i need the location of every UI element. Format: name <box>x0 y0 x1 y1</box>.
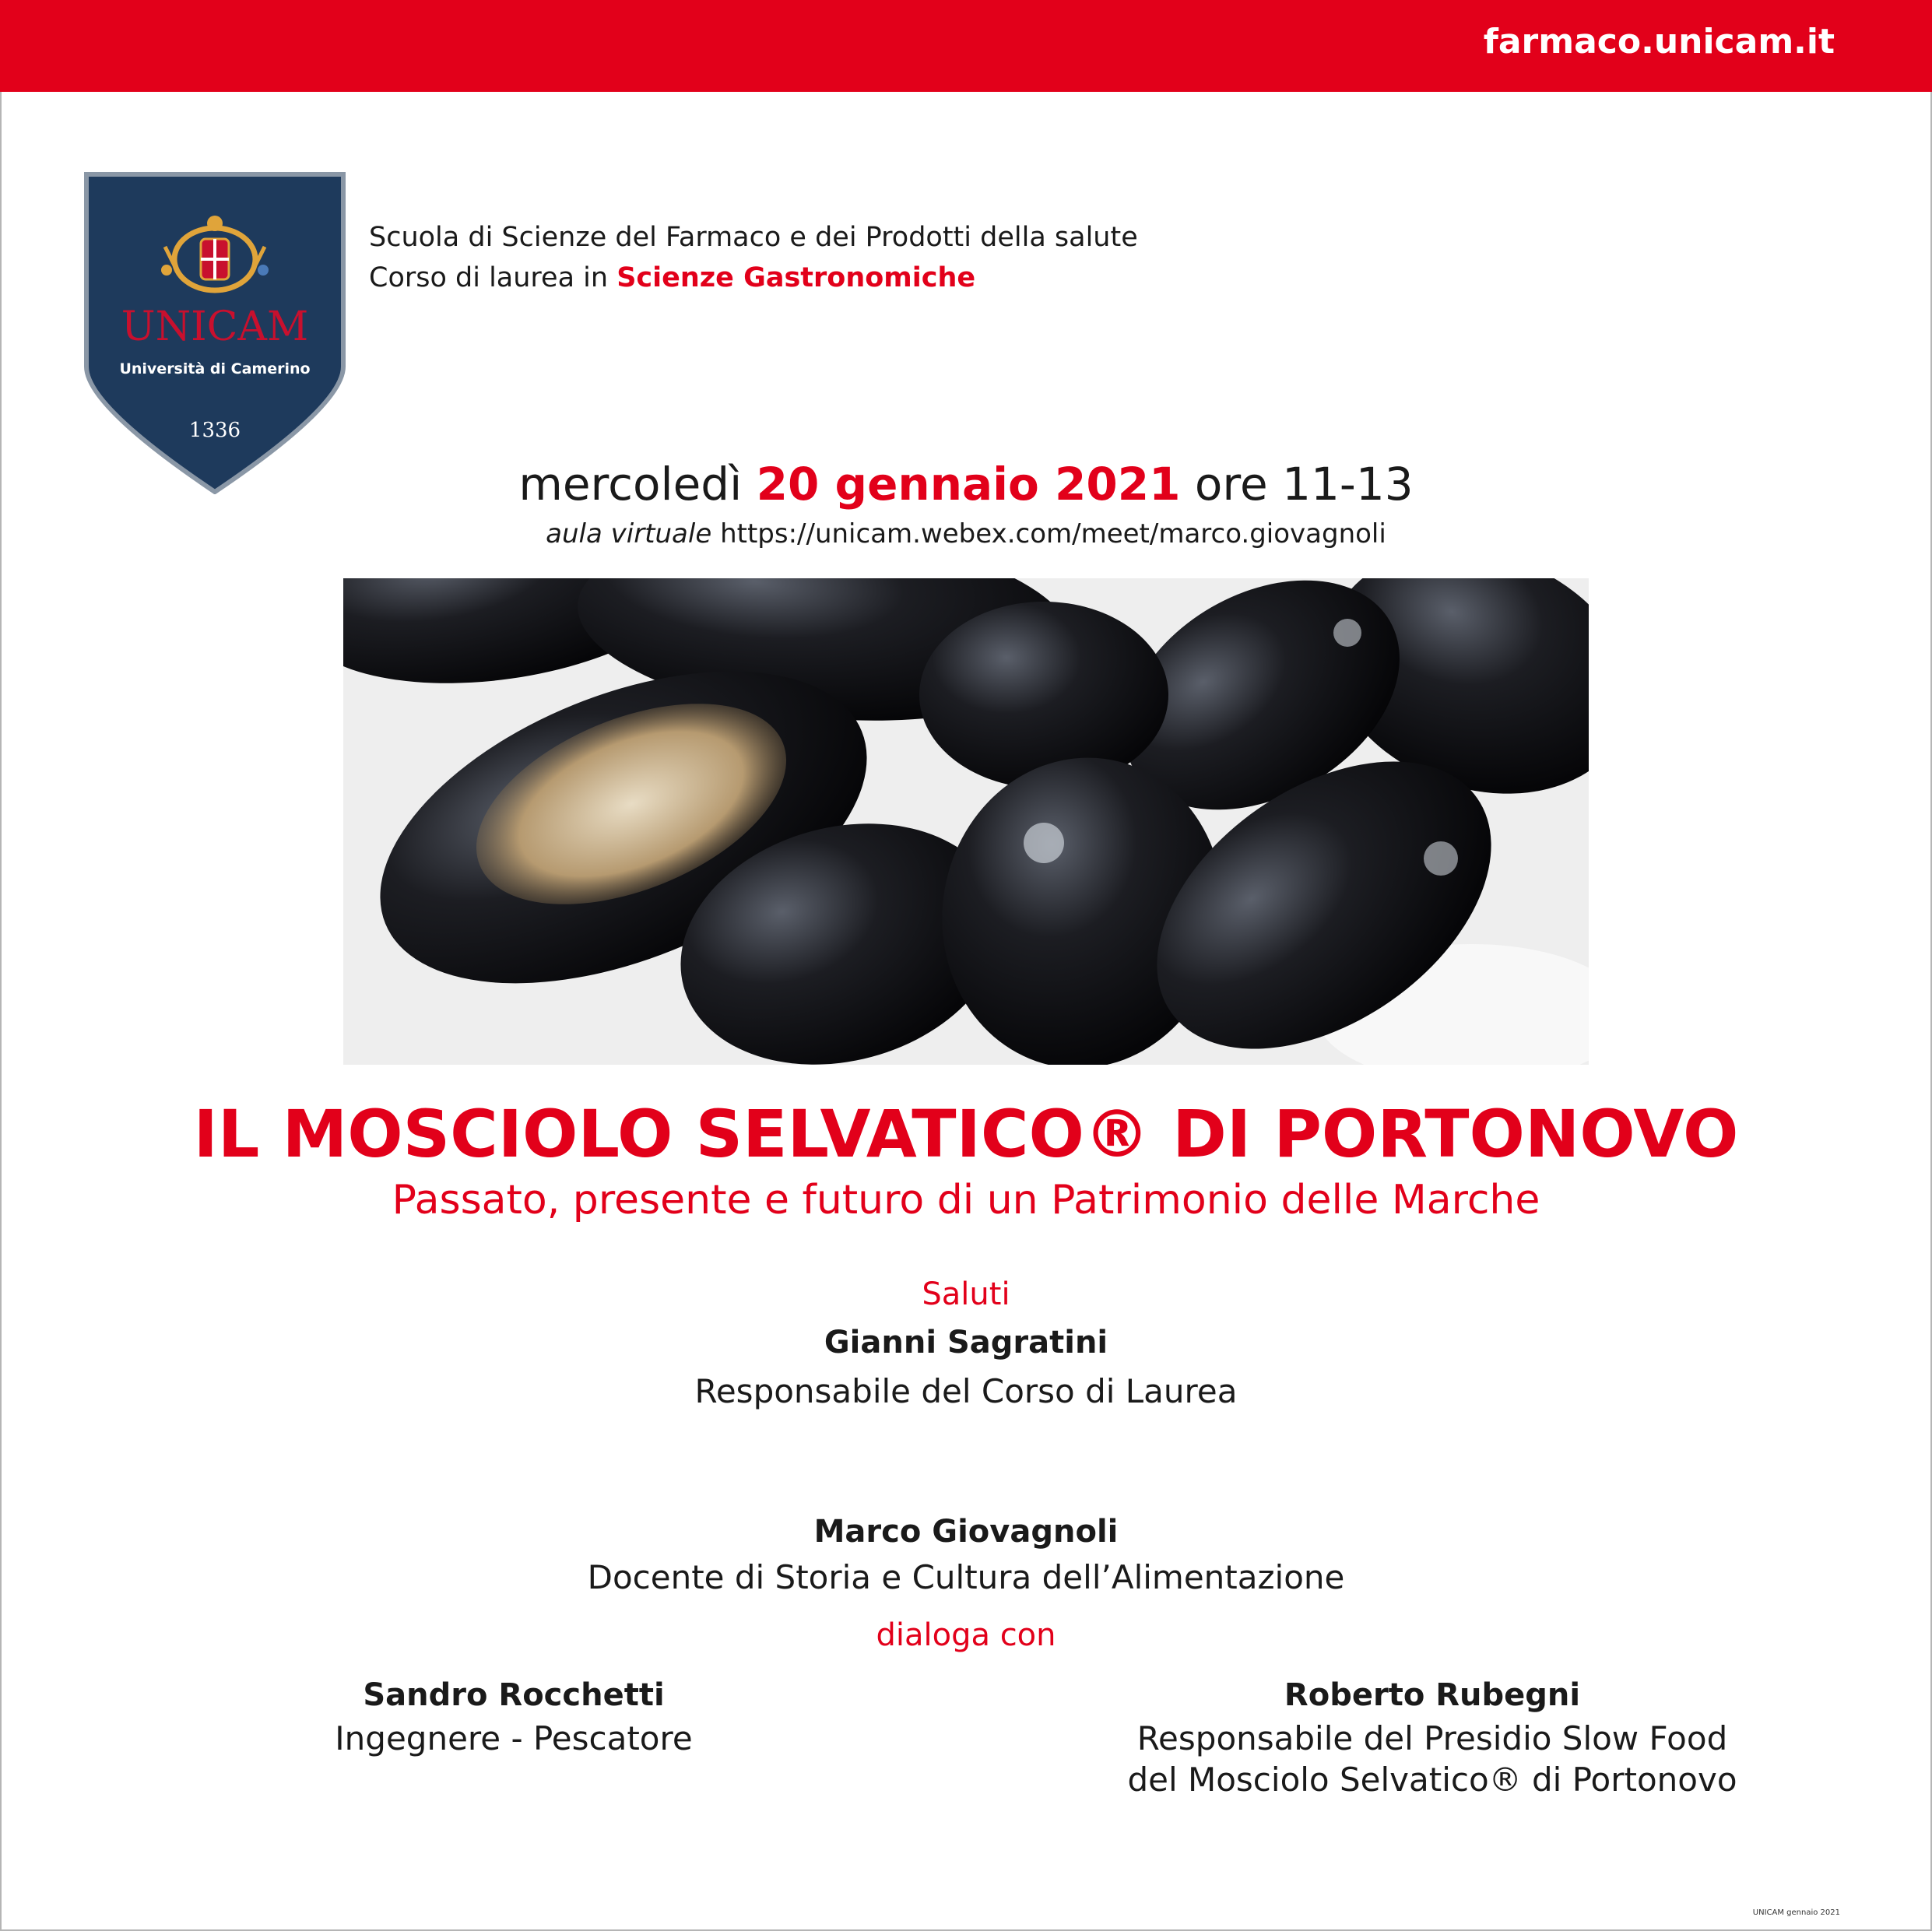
event-date: 20 gennaio 2021 <box>756 458 1181 511</box>
website-link[interactable]: farmaco.unicam.it <box>1483 22 1835 61</box>
logo-university: Università di Camerino <box>119 360 311 377</box>
guest-2-name: Roberto Rubegni <box>1284 1677 1581 1713</box>
dialogue-connector: dialoga con <box>876 1617 1056 1653</box>
host-role: Docente di Storia e Cultura dell’Alimentazione <box>587 1558 1345 1596</box>
guest-2-role-line2: del Mosciolo Selvatico® di Portonovo <box>1127 1761 1737 1799</box>
guest-2-role-line1: Responsabile del Presidio Slow Food <box>1136 1719 1728 1757</box>
school-info <box>369 217 1138 298</box>
event-title: IL MOSCIOLO SELVATICO® DI PORTONOVO <box>193 1096 1739 1172</box>
guest-1-name: Sandro Rocchetti <box>363 1677 665 1713</box>
event-time: ore 11-13 <box>1194 458 1414 511</box>
logo-year: 1336 <box>188 419 241 442</box>
greetings-speaker-name: Gianni Sagratini <box>824 1325 1108 1360</box>
greetings-speaker-role: Responsabile del Corso di Laurea <box>694 1372 1238 1410</box>
unicam-logo <box>84 172 346 494</box>
course-name: Scienze Gastronomiche <box>616 262 976 293</box>
event-venue <box>0 518 1932 549</box>
venue-label: aula virtuale <box>546 518 712 549</box>
footer-note: UNICAM gennaio 2021 <box>1752 1908 1840 1917</box>
guest-1-role: Ingegnere - Pescatore <box>335 1719 693 1757</box>
school-name: Scuola di Scienze del Farmaco e dei Prodotti della salute <box>369 222 1138 253</box>
course-line: Corso di laurea in Scienze Gastronomiche <box>369 262 976 293</box>
logo-wordmark: UNICAM <box>121 304 309 350</box>
mussels-photo <box>343 578 1589 1065</box>
host-name: Marco Giovagnoli <box>813 1514 1119 1550</box>
guest-2 <box>1059 1677 1806 1799</box>
event-subtitle: Passato, presente e futuro di un Patrimonio delle Marche <box>392 1177 1540 1224</box>
venue-url[interactable]: https://unicam.webex.com/meet/marco.giovagnoli <box>720 518 1386 549</box>
event-datetime <box>0 458 1932 511</box>
event-weekday: mercoledì <box>518 458 743 511</box>
top-bar <box>0 0 1932 92</box>
guest-1 <box>280 1677 747 1757</box>
greetings-label: Saluti <box>922 1276 1010 1312</box>
